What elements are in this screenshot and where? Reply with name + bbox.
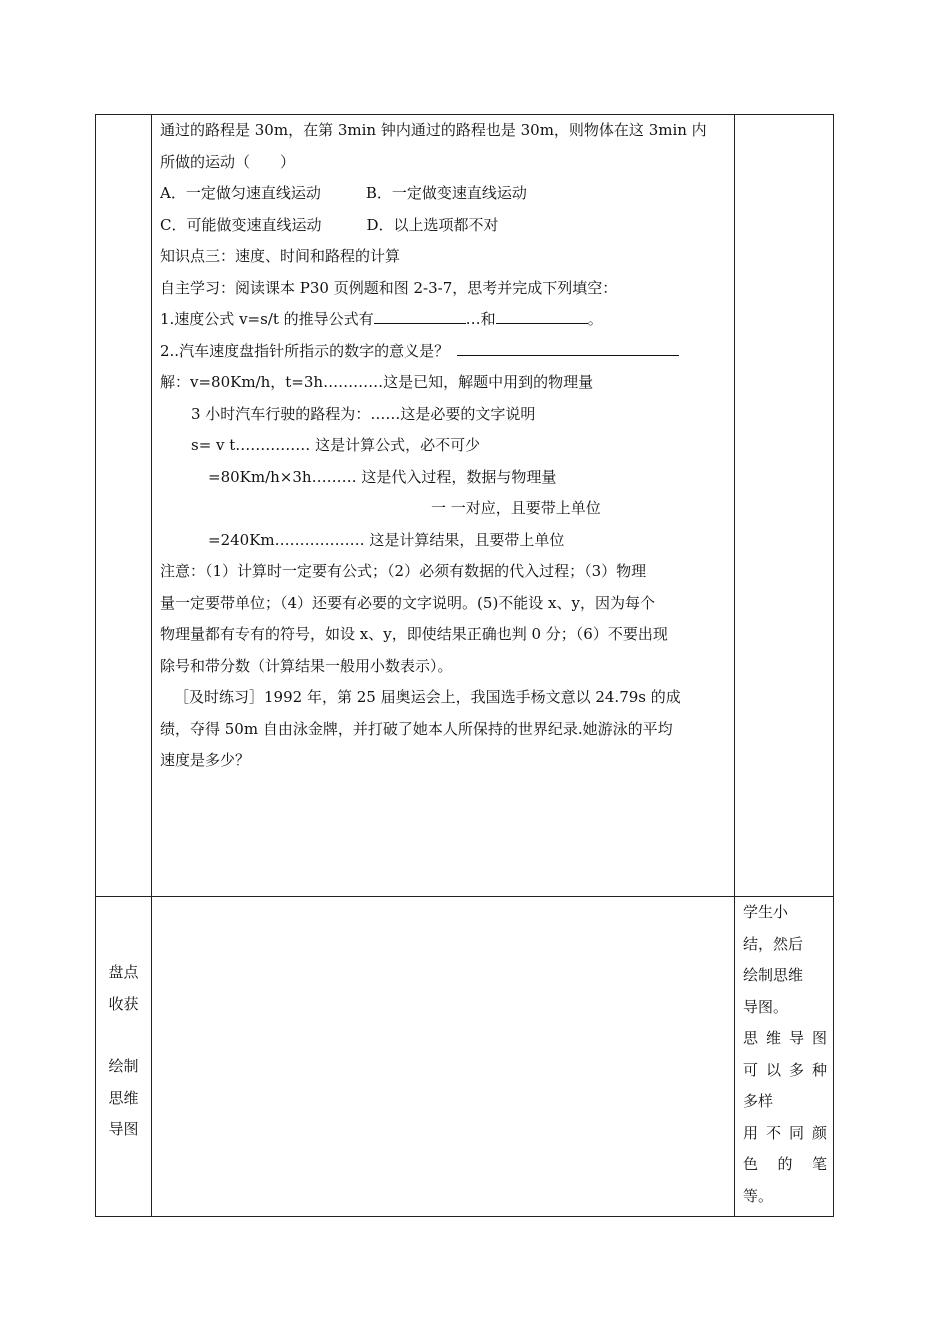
solution-line: 3 小时汽车行驶的路程为：……这是必要的文字说明 (191, 404, 536, 423)
label-line: 收获 (108, 994, 139, 1013)
fill-blank-question-2 (160, 336, 728, 368)
right-cell-empty (735, 115, 834, 897)
label-line: 盘点 (108, 963, 139, 981)
practice-line: ［及时练习］1992 年，第 25 届奥运会上，我国选手杨文意以 24.79s 的成 (174, 688, 681, 706)
section-heading: 知识点三：速度、时间和路程的计算 (160, 247, 401, 265)
solution-line: 一 一对应，且要带上单位 (431, 499, 601, 517)
note-text: 思维导图 (743, 1029, 827, 1047)
answer-blank[interactable] (374, 307, 466, 324)
mind-map-area[interactable] (152, 897, 735, 1217)
practice-line: 速度是多少？ (160, 751, 251, 769)
question-line: 通过的路程是 30m，在第 3min 钟内通过的路程也是 30m，则物体在这 3min 内 (160, 121, 707, 139)
solution-line: =240Km……………… 这是计算结果，且要带上单位 (208, 530, 565, 549)
note-text: 多样 (743, 1092, 774, 1110)
lesson-table (95, 114, 834, 1217)
note-text: 学生小 (743, 903, 789, 921)
table-row (96, 897, 834, 1217)
note-line: 物理量都有专有的符号，如设 x、y，即使结果正确也判 0 分；（6）不要出现 (160, 625, 668, 643)
q2-text: 2..汽车速度盘指针所指示的数字的意义是？ (160, 341, 450, 360)
solution-line: 解：v=80Km/h，t=3h…………这是已知，解题中用到的物理量 (160, 373, 594, 391)
practice-line: 绩，夺得 50m 自由泳金牌，并打破了她本人所保持的世界纪录.她游泳的平均 (160, 719, 673, 738)
left-label-cell (96, 897, 152, 1217)
q1-text: 1.速度公式 v=s/t 的推导公式有 (160, 310, 374, 328)
content-cell (152, 115, 735, 897)
note-line: 注意：（1）计算时一定要有公式；（2）必须有数据的代入过程；（3）物理 (160, 562, 647, 580)
note-text: 结，然后 (743, 934, 804, 953)
option-line: C．可能做变速直线运动 D．以上选项都不对 (160, 215, 499, 234)
question-line: 所做的运动（ ） (160, 152, 296, 171)
instruction-line: 自主学习：阅读课本 P30 页例题和图 2-3-7，思考并完成下列填空： (160, 278, 618, 297)
fill-blank-question-1 (160, 304, 728, 336)
answer-blank[interactable] (496, 307, 588, 324)
note-text: 可以多种 (743, 1060, 827, 1079)
note-line: 除号和带分数（计算结果一般用小数表示）。 (160, 656, 453, 675)
option-line: A．一定做匀速直线运动 B．一定做变速直线运动 (160, 184, 527, 202)
q1-mid: …和 (465, 310, 496, 328)
table-row (96, 115, 834, 897)
note-text: 等。 (743, 1186, 774, 1205)
q1-end: 。 (587, 310, 603, 328)
note-text: 绘制思维 (743, 966, 804, 984)
answer-blank[interactable] (457, 339, 679, 356)
solution-line: s= v t…………… 这是计算公式，必不可少 (191, 436, 481, 454)
note-text: 导图。 (743, 997, 789, 1016)
left-cell-empty (96, 115, 152, 897)
label-line: 绘制 (108, 1057, 139, 1075)
right-note-cell (735, 897, 834, 1217)
label-line: 导图 (108, 1120, 139, 1138)
solution-line: =80Km/h×3h……… 这是代入过程，数据与物理量 (208, 467, 557, 486)
note-text: 色的笔 (743, 1155, 827, 1173)
note-line: 量一定要带单位；（4）还要有必要的文字说明。(5)不能设 x、y，因为每个 (160, 593, 655, 612)
note-text: 用不同颜 (743, 1123, 827, 1142)
label-line: 思维 (108, 1088, 139, 1107)
